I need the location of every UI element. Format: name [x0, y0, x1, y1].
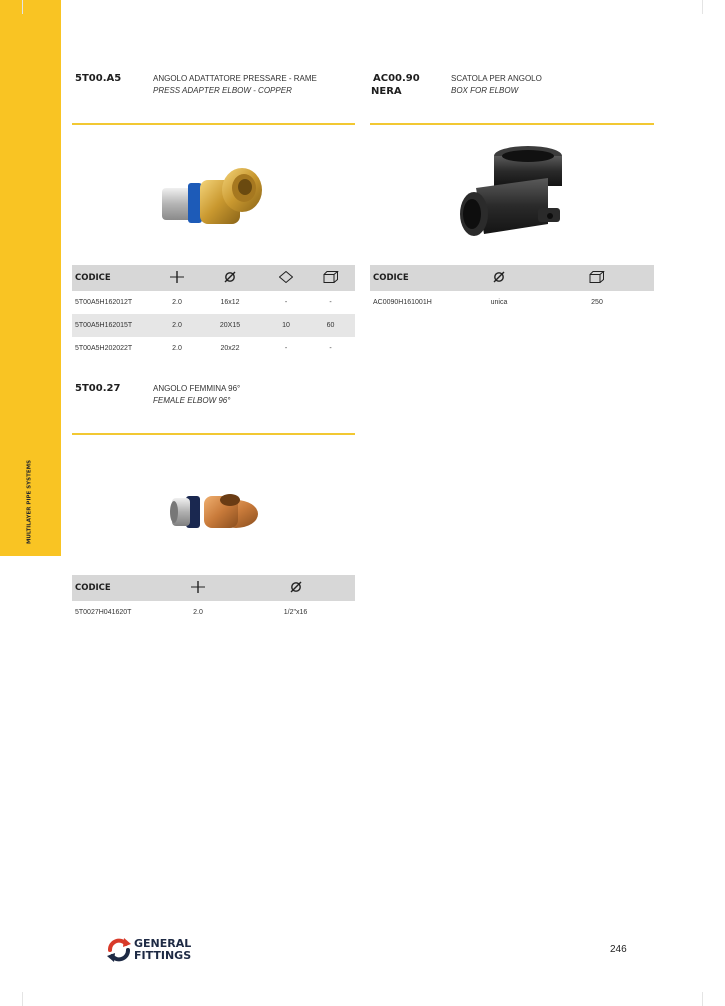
column-header: CODICE [72, 575, 160, 601]
table-row [370, 291, 654, 314]
description-it: SCATOLA PER ANGOLO [451, 74, 542, 83]
cell-box: 60 [306, 314, 355, 337]
table-row [72, 601, 355, 624]
description-en: BOX FOR ELBOW [451, 86, 519, 95]
cell-code: 5T00A5H162015T [72, 314, 160, 337]
bag-icon [266, 265, 306, 291]
cell-diameter: 16x12 [220, 299, 240, 306]
thickness-icon [160, 265, 194, 291]
cell-bag: - [284, 345, 288, 352]
cell-code: 5T0027H041620T [75, 609, 132, 616]
cell-bag: 10 [266, 314, 306, 337]
table-row [72, 314, 355, 337]
product-description [153, 73, 317, 97]
product-code [371, 72, 420, 98]
diameter-icon [458, 265, 540, 291]
cell-code: 5T00A5H162012T [75, 299, 133, 306]
cell-diameter: 20x22 [220, 345, 240, 352]
product-description [153, 383, 240, 407]
column-header: CODICE [370, 265, 458, 291]
cell-box: 250 [591, 299, 603, 306]
yellow-divider [72, 123, 355, 125]
column-header: CODICE [72, 265, 160, 291]
cell-thickness: 2.0 [172, 345, 182, 352]
cell-thickness: 2.0 [160, 314, 194, 337]
cell-thickness: 2.0 [172, 299, 182, 306]
trim-mark [702, 992, 703, 1006]
table-header-row [370, 265, 654, 291]
product-table [72, 575, 355, 624]
trim-mark [22, 992, 23, 1006]
cell-box: - [329, 299, 332, 306]
product-photo-press-elbow [130, 150, 280, 240]
description-it: ANGOLO FEMMINA 96° [153, 384, 241, 393]
box-icon [306, 265, 355, 291]
product-code-line2: NERA [371, 86, 402, 97]
description-en: FEMALE ELBOW 96° [153, 396, 231, 405]
diameter-icon [194, 265, 266, 291]
table-header-row [72, 265, 355, 291]
trim-mark [702, 0, 703, 14]
table-row [72, 291, 355, 314]
logo-wordmark [134, 938, 191, 962]
product-photo-female-elbow [150, 470, 280, 550]
product-table [370, 265, 654, 314]
box-icon [540, 265, 654, 291]
description-it: ANGOLO ADATTATORE PRESSARE - RAME [153, 74, 317, 83]
cell-diameter: 1/2"x16 [283, 609, 308, 616]
product-description [451, 73, 542, 97]
cell-code: AC0090H161001H [373, 299, 432, 306]
cell-code: 5T00A5H202022T [75, 345, 133, 352]
cell-box: - [329, 345, 332, 352]
diameter-icon [236, 575, 355, 601]
cell-diameter: unica [490, 299, 508, 306]
logo-line-2: FITTINGS [134, 949, 192, 962]
description-en: PRESS ADAPTER ELBOW - COPPER [153, 86, 292, 95]
page-number: 246 [610, 944, 627, 955]
yellow-divider [72, 433, 355, 435]
yellow-divider [370, 123, 654, 125]
cell-bag: - [284, 299, 288, 306]
product-photo-elbow-box [408, 128, 614, 262]
logo-line-1: GENERAL [134, 937, 192, 950]
trim-mark [22, 0, 23, 14]
logo-arrows-icon [105, 936, 133, 964]
table-header-row [72, 575, 355, 601]
section-label: MULTILAYER PIPE SYSTEMS [26, 459, 33, 545]
product-table [72, 265, 355, 360]
cell-diameter: 20X15 [194, 314, 266, 337]
cell-thickness: 2.0 [193, 609, 203, 616]
product-code-line1: AC00.90 [373, 73, 420, 84]
product-code: 5T00.27 [75, 383, 121, 394]
thickness-icon [160, 575, 236, 601]
product-code: 5T00.A5 [75, 73, 122, 84]
general-fittings-logo [105, 935, 225, 965]
table-row [72, 337, 355, 360]
